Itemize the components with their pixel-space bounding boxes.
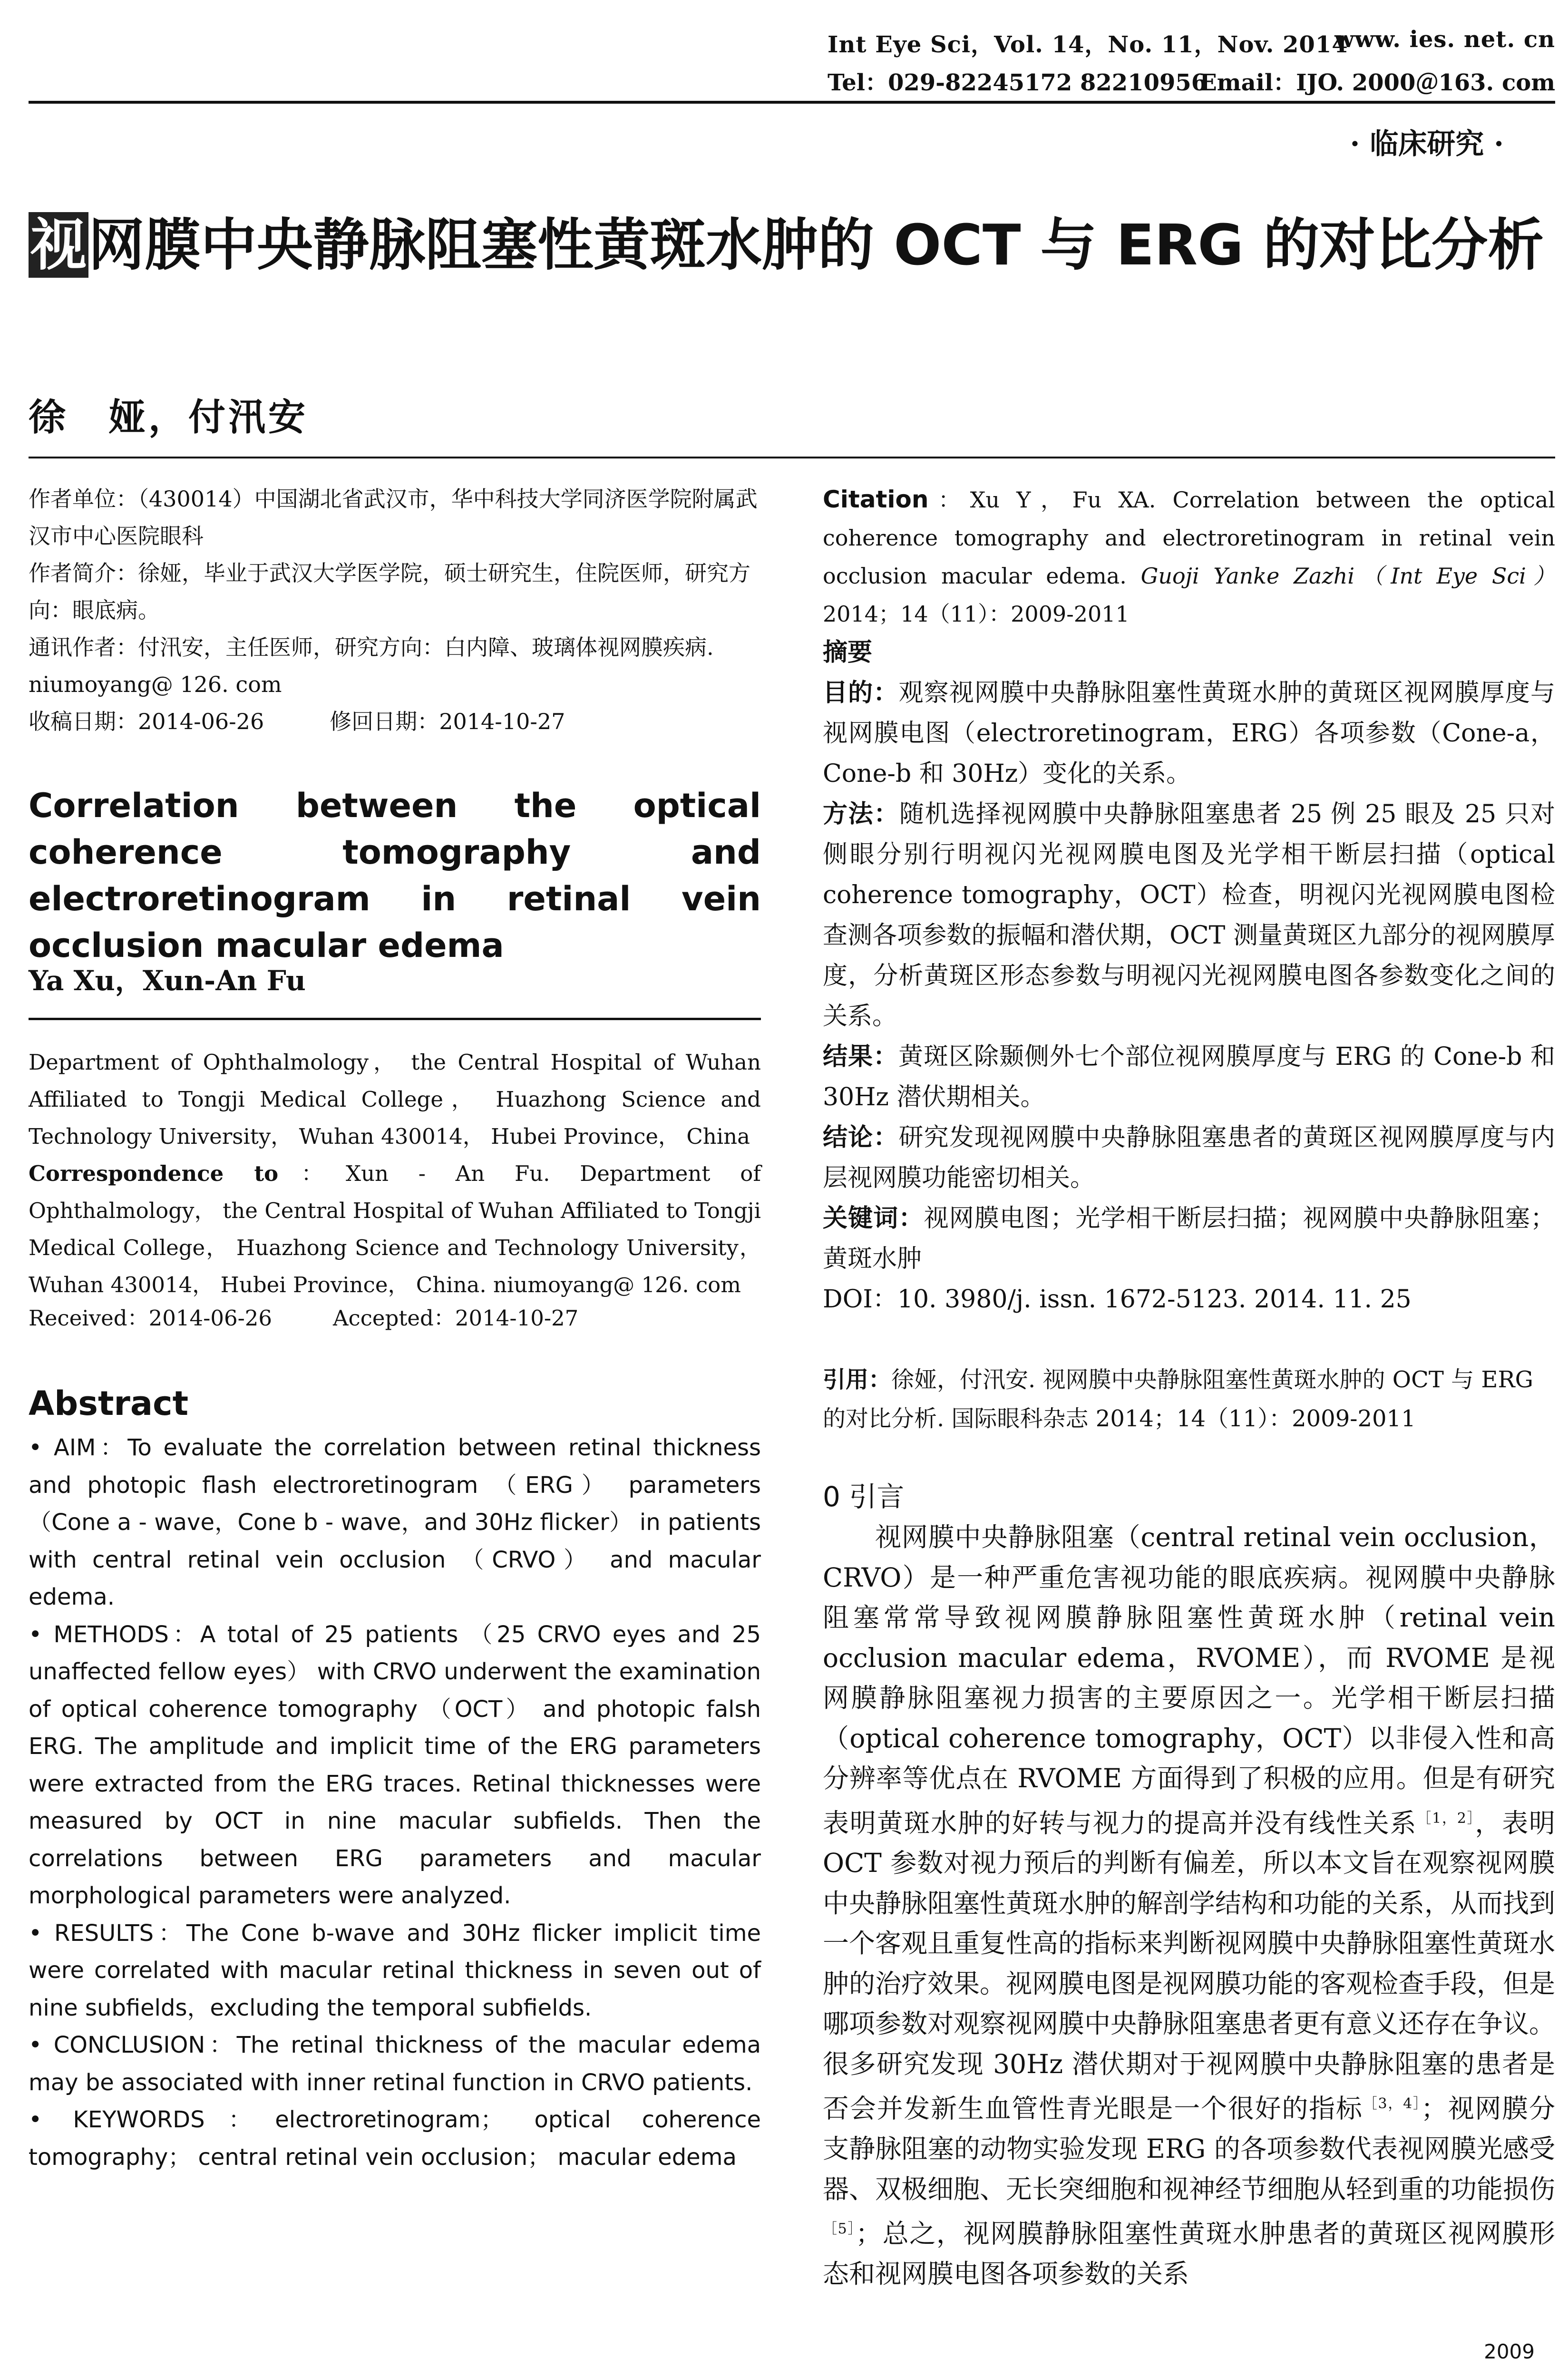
author-unit: 作者单位：（430014）中国湖北省武汉市，华中科技大学同济医学院附属武汉市中心医院眼科 xyxy=(29,486,758,549)
abstract-keywords: • KEYWORDS：electroretinogram； optical coherence tomography； central retinal vein occlusion； macular edema xyxy=(29,2106,761,2171)
intro-heading: 0 引言 xyxy=(823,1481,905,1513)
english-rule xyxy=(29,1018,761,1020)
accepted-en: Accepted：2014-10-27 xyxy=(333,1305,579,1331)
header-rule xyxy=(29,101,1555,104)
cite-cn-label: 引用： xyxy=(823,1366,892,1393)
department: Department of Ophthalmology， the Central Hospital of Wuhan Affiliated to Tongji Medical College， Huazhong Science and Technology University， Wuhan 430014， Hubei Province， China xyxy=(29,1050,761,1149)
english-affiliation xyxy=(29,1044,761,1304)
received-date: 收稿日期：2014-06-26 修回日期：2014-10-27 xyxy=(29,709,565,734)
journal-tel: Tel：029-82245172 82210956 xyxy=(828,69,1208,96)
journal-email[interactable]: Email：IJO. 2000＠163. com xyxy=(1199,69,1555,96)
english-authors: Ya Xu，Xun-An Fu xyxy=(29,964,306,997)
summary-aim: 目的：观察视网膜中央静脉阻塞性黄斑水肿的黄斑区视网膜厚度与视网膜电图（electroretinogram，ERG）各项参数（Cone-a，Cone-b 和 30Hz）变化的关系。 xyxy=(823,679,1555,788)
title-drop-char: 视 xyxy=(29,212,88,278)
chinese-citation xyxy=(823,1360,1555,1438)
abstract-body xyxy=(29,1429,761,2176)
correspondence-label: Correspondence to xyxy=(29,1161,279,1186)
ref-3-4[interactable]: ［3，4］ xyxy=(1363,2095,1421,2113)
abstract-conclusion: • CONCLUSION：The retinal thickness of the macular edema may be associated with inner retinal function in CRVO patients. xyxy=(29,2032,761,2096)
english-title: Correlation between the optical coherence tomography and electroretinogram in retinal vein occlusion macular edema xyxy=(29,786,761,965)
ref-1-2[interactable]: ［1，2］ xyxy=(1417,1810,1475,1827)
citation-label: Citation xyxy=(823,486,929,513)
summary-doi[interactable]: DOI：10. 3980/j. issn. 1672-5123. 2014. 11. 25 xyxy=(823,1285,1412,1314)
journal-header xyxy=(828,26,1555,59)
english-dates xyxy=(29,1301,761,1332)
journal-website[interactable]: www. ies. net. cn xyxy=(1334,26,1555,53)
chinese-abstract xyxy=(823,633,1555,1320)
page-number: 2009 xyxy=(1484,2340,1535,2363)
citation-journal: Guoji Yanke Zazhi（Int Eye Sci） xyxy=(1140,563,1556,589)
journal-info: Int Eye Sci，Vol. 14，No. 11，Nov. 2014 xyxy=(828,31,1348,58)
journal-contact xyxy=(828,64,1555,97)
summary-conclusion: 结论：研究发现视网膜中央静脉阻塞患者的黄斑区视网膜厚度与内层视网膜功能密切相关。 xyxy=(823,1123,1555,1192)
intro-body: 视网膜中央静脉阻塞（central retinal vein occlusion，CRVO）是一种严重危害视功能的眼底疾病。视网膜中央静脉阻塞常常导致视网膜静脉阻塞性黄斑水肿（retinal vein occlusion macular edema，RVOME），而 RVOME 是视网膜静脉阻塞视力损害的主要原因之一。光学相干断层扫描（optical coherence tomography，OCT）以非侵入性和高分辨率等优点在 RVOME 方面得到了积极的应用。但是有研究表明黄斑水肿的好转与视力的提高并没有线性关系$^{[1,2]}$，表明 OCT 参数对视力预后的判断有偏差，所以本文旨在观察视网膜中央静脉阻塞性黄斑水肿的解剖学结构和功能的关系，从而找到一个客观且重复性高的指标来判断视网膜中央静脉阻塞性黄斑水肿的治疗效果。视网膜电图是视网膜功能的客观检查手段，但是哪项参数对观察视网膜中央静脉阻塞患者更有意义还存在争议。很多研究发现 30Hz 潜伏期对于视网膜中央静脉阻塞的患者是否会并发新生血管性青光眼是一个很好的指标$^{[3,4]}$；视网膜分支静脉阻塞的动物实验发现 ERG 的各项参数代表视网膜光感受器、双极细胞、无长突细胞和视神经节细胞从轻到重的功能损伤$^{[5]}$；总之，视网膜静脉阻塞性黄斑水肿患者的黄斑区视网膜形态和视网膜电图各项参数的关系 xyxy=(823,1522,1556,2289)
abstract-heading: Abstract xyxy=(29,1384,189,1423)
abstract-methods: • METHODS：A total of 25 patients （25 CRVO eyes and 25 unaffected fellow eyes） with CRVO underwent the examination of optical coherence tomography （OCT） and photopic falsh ERG. The amplitude and implicit time of the ERG parameters were extracted from the ERG traces. Retinal thicknesses were measured by OCT in nine macular subfields. Then the correlations between ERG parameters and macular morphological parameters were analyzed. xyxy=(29,1621,761,1909)
correspondence-text: ：Xun - An Fu. Department of Ophthalmology， the Central Hospital of Wuhan Affiliated to Tongji Medical College， Huazhong Science and Technology University， Wuhan 430014， Hubei Province， China. niumoyang@ 126. com xyxy=(29,1161,761,1297)
corresponding-author: 通讯作者：付汛安，主任医师，研究方向：白内障、玻璃体视网膜疾病. niumoyang@ 126. com xyxy=(29,634,714,697)
cite-cn-text: 徐娅，付汛安. 视网膜中央静脉阻塞性黄斑水肿的 OCT 与 ERG 的对比分析. 国际眼科杂志 2014；14（11）：2009-2011 xyxy=(823,1366,1533,1432)
article-title xyxy=(29,202,1565,288)
affiliation-block xyxy=(29,480,761,740)
title-text: 网膜中央静脉阻塞性黄斑水肿的 OCT 与 ERG 的对比分析 xyxy=(88,212,1544,278)
section-label: · 临床研究 · xyxy=(1350,127,1504,161)
article-authors: 徐 娅，付汛安 xyxy=(29,396,309,439)
abstract-results: • RESULTS：The Cone b-wave and 30Hz flicker implicit time were correlated with macular retinal thickness in seven out of nine subfields，excluding the temporal subfields. xyxy=(29,1919,761,2021)
summary-keywords: 关键词：视网膜电图；光学相干断层扫描；视网膜中央静脉阻塞；黄斑水肿 xyxy=(823,1204,1555,1273)
citation-block xyxy=(823,480,1555,633)
citation-text: ：Xu Y，Fu XA. Correlation between the optical coherence tomography and electroretinogram in retinal vein occlusion macular edema. xyxy=(823,487,1555,589)
abstract-aim: • AIM：To evaluate the correlation between retinal thickness and photopic flash electroretinogram （ERG） parameters （Cone a - wave，Cone b - wave，and 30Hz flicker） in patients with central retinal vein occlusion （CRVO） and macular edema. xyxy=(29,1434,761,1610)
title-rule xyxy=(29,457,1555,458)
summary-results: 结果：黄斑区除颞侧外七个部位视网膜厚度与 ERG 的 Cone-b 和 30Hz 潜伏期相关。 xyxy=(823,1042,1555,1111)
summary-heading: 摘要 xyxy=(823,638,873,667)
ref-5[interactable]: ［5］ xyxy=(823,2221,856,2238)
author-intro: 作者简介：徐娅，毕业于武汉大学医学院，硕士研究生，住院医师，研究方向：眼底病。 xyxy=(29,560,750,623)
summary-methods: 方法：随机选择视网膜中央静脉阻塞患者 25 例 25 眼及 25 只对侧眼分别行明视闪光视网膜电图及光学相干断层扫描（optical coherence tomography，OCT）检查，明视闪光视网膜电图检查测各项参数的振幅和潜伏期，OCT 测量黄斑区九部分的视网膜厚度，分析黄斑区形态参数与明视闪光视网膜电图各参数变化之间的关系。 xyxy=(823,800,1555,1031)
citation-ref: 2014；14（11）：2009-2011 xyxy=(823,601,1130,627)
received-en: Received：2014-06-26 xyxy=(29,1305,273,1331)
